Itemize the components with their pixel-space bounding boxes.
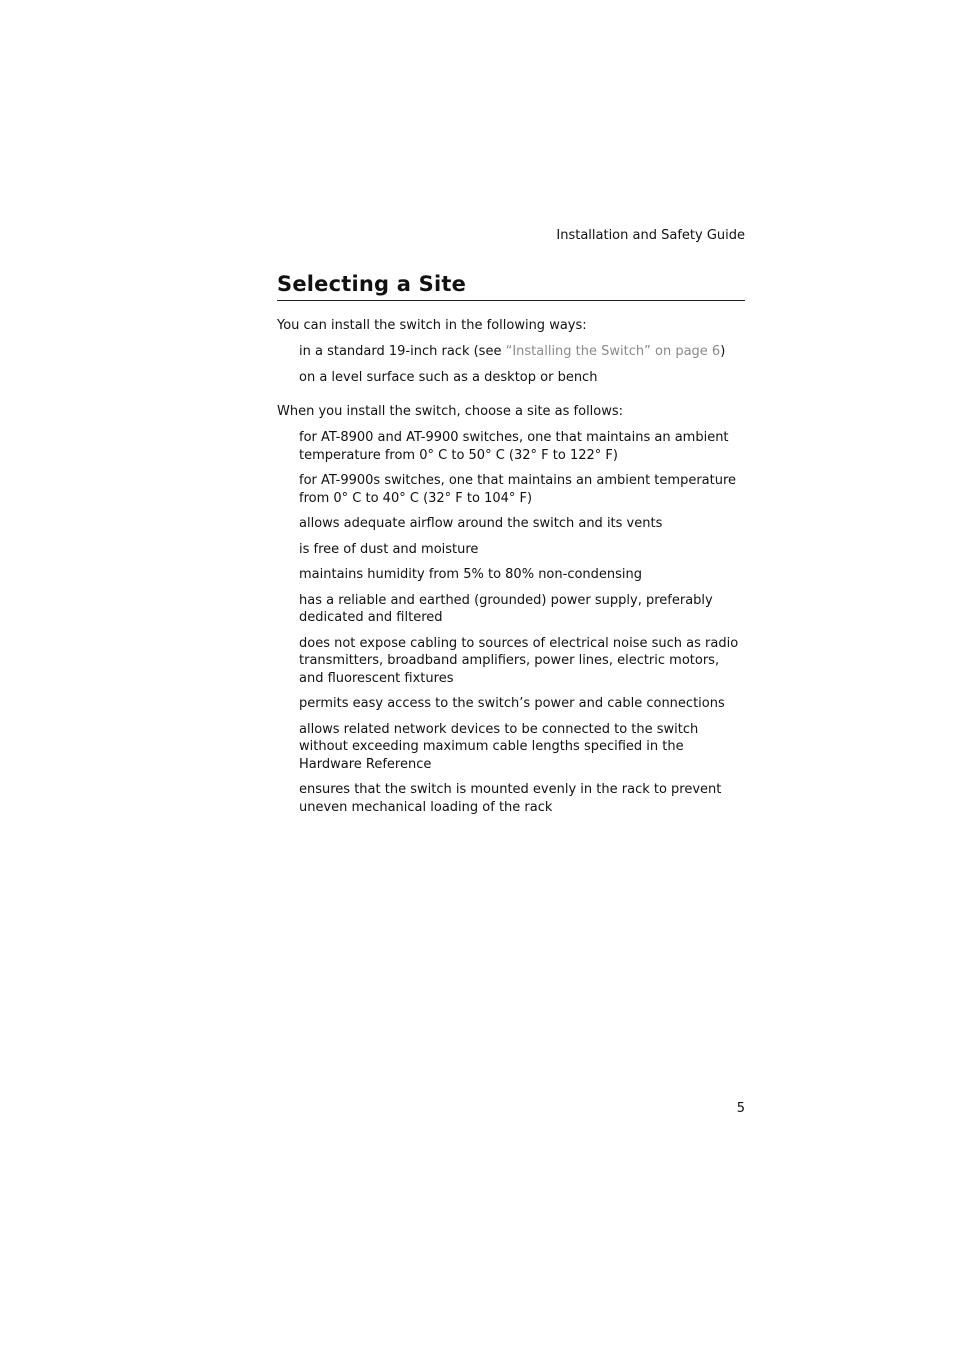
title-divider <box>277 300 745 301</box>
list-item-text: ) <box>720 343 726 359</box>
site-requirements-intro: When you install the switch, choose a site as follows: <box>277 404 624 419</box>
list-item-text: in a standard 19-inch rack (see <box>299 343 506 359</box>
site-requirements-list <box>277 429 745 816</box>
list-item <box>299 343 745 361</box>
list-item: permits easy access to the switch’s power and cable connections <box>299 696 725 711</box>
install-ways-list <box>277 343 745 387</box>
install-ways-intro: You can install the switch in the following ways: <box>277 318 587 333</box>
list-item: does not expose cabling to sources of electrical noise such as radio transmitters, broadband amplifiers, power lines, electric motors, and fluorescent fixtures <box>299 635 739 686</box>
list-item: allows adequate airflow around the switch and its vents <box>299 516 663 531</box>
installing-switch-link[interactable]: “Installing the Switch” on page 6 <box>505 343 721 359</box>
list-item: has a reliable and earthed (grounded) power supply, preferably dedicated and filtered <box>299 592 713 625</box>
section-body <box>277 317 745 816</box>
running-header: Installation and Safety Guide <box>556 228 745 243</box>
list-item: on a level surface such as a desktop or bench <box>299 369 598 385</box>
list-item: is free of dust and moisture <box>299 541 479 557</box>
list-item: for AT-9900s switches, one that maintains an ambient temperature from 0° C to 40° C (32° F to 104° F) <box>299 473 737 506</box>
list-item: allows related network devices to be connected to the switch without exceeding maximum cable lengths specified in the Hardware Reference <box>299 721 699 772</box>
page-number: 5 <box>736 1101 745 1116</box>
list-item: ensures that the switch is mounted evenly in the rack to prevent uneven mechanical loading of the rack <box>299 782 722 815</box>
list-item: for AT-8900 and AT-9900 switches, one that maintains an ambient temperature from 0° C to 50° C (32° F to 122° F) <box>299 430 729 463</box>
list-item: maintains humidity from 5% to 80% non-condensing <box>299 567 643 582</box>
section-title: Selecting a Site <box>277 272 467 296</box>
